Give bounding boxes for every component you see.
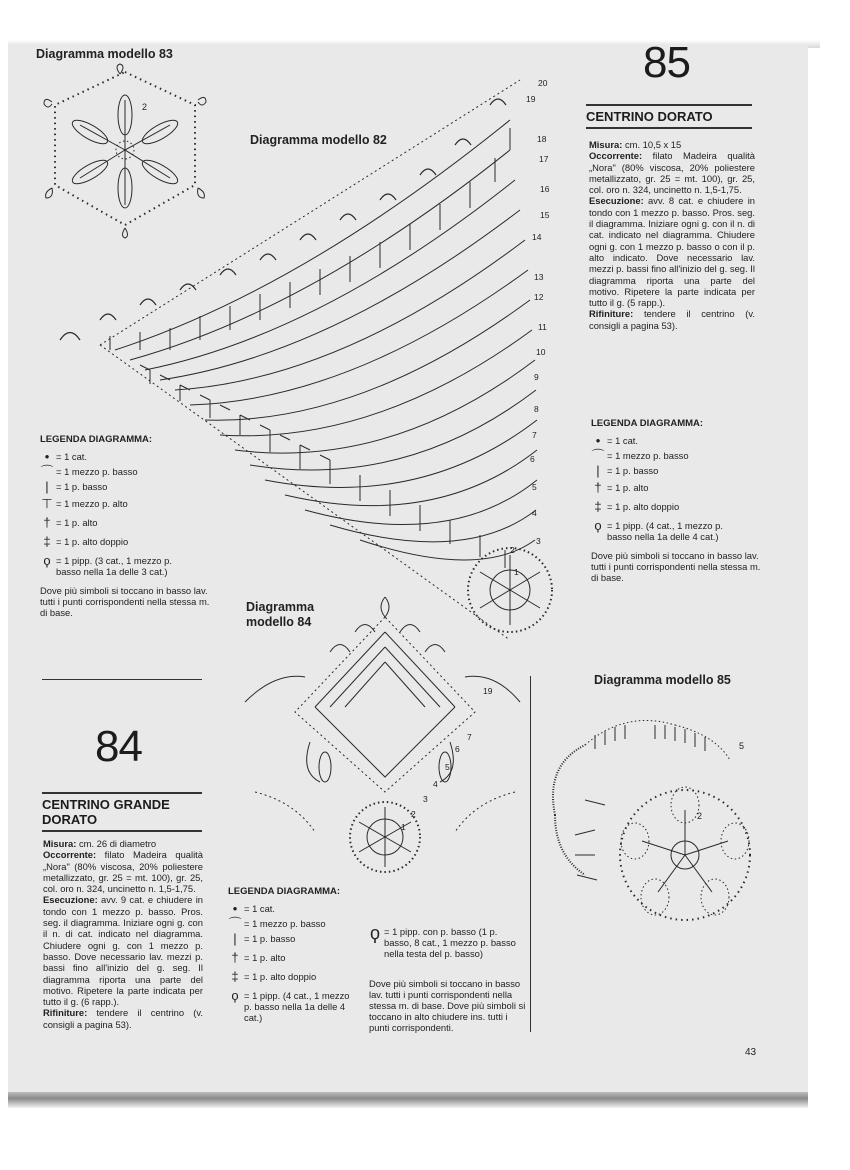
rifiniture-value: tendere il centrino (v. consigli a pagina 53). bbox=[43, 1007, 203, 1030]
legend-85-item: | = 1 p. basso bbox=[591, 465, 761, 476]
section-84-number: 84 bbox=[95, 722, 142, 771]
legend-84-item: ⌒ = 1 mezzo p. basso bbox=[228, 916, 326, 931]
section-84-body bbox=[43, 838, 203, 1030]
rifiniture-label: Rifiniture: bbox=[43, 1007, 88, 1019]
page-number: 43 bbox=[745, 1047, 757, 1058]
legend-82-note: Dove più simboli si toccano in basso lav. tutti i punti corrispondenti nella stessa m. di base. bbox=[40, 585, 210, 618]
esecuzione-value: avv. 9 cat. e chiudere in tondo con 1 mezzo p. basso. Pros. seg. il diagramma. Iniziare ogni g. con il n. di cat. indicato nel diagramma. Chiudere ogni g. con 1 mezzo p. basso. Dove necessario lav. mezzi p. bassi fino all'inizio del g. seg. Il diagramma riporta una parte del motivo. Ripetere la parte indicata per tutto il g. (6 rapp.). bbox=[43, 894, 203, 1008]
row-num-82-1: 1 bbox=[514, 567, 519, 577]
row-num-82-3: 3 bbox=[536, 536, 541, 546]
diagram-84-chart bbox=[235, 592, 525, 882]
row-num-82-15: 15 bbox=[540, 210, 550, 220]
bar-icon: | bbox=[45, 479, 49, 494]
dot-icon: • bbox=[232, 901, 238, 916]
legend-85-item: ϙ = 1 pipp. (4 cat., 1 mezzo p. basso nella 1a delle 4 cat.) bbox=[591, 520, 761, 542]
arc-icon: ⌒ bbox=[591, 448, 605, 463]
row-num-85-5: 5 bbox=[739, 741, 745, 751]
column-divider bbox=[530, 676, 531, 1032]
legend-85-note: Dove più simboli si toccano in basso lav. tutti i punti corrispondenti nella stessa m. di base. bbox=[591, 550, 761, 583]
rifiniture-value: tendere il centrino (v. consigli a pagina 53). bbox=[589, 308, 755, 331]
occorrente-label: Occorrente: bbox=[589, 150, 643, 162]
occorrente-label: Occorrente: bbox=[43, 849, 97, 861]
row-num-82-7: 7 bbox=[532, 430, 537, 440]
misura-label: Misura: bbox=[43, 838, 77, 849]
t-icon: ⊤ bbox=[41, 496, 53, 511]
picot-icon: ϙ bbox=[43, 553, 51, 568]
diagram-83-row-2: 2 bbox=[142, 102, 148, 112]
esecuzione-label: Esecuzione: bbox=[43, 894, 98, 906]
row-num-82-18: 18 bbox=[537, 134, 547, 144]
esecuzione-label: Esecuzione: bbox=[589, 195, 644, 207]
section-85-heading: CENTRINO DORATO bbox=[586, 104, 752, 129]
arc-icon: ⌒ bbox=[40, 464, 54, 479]
dagger-icon: † bbox=[43, 515, 51, 530]
row-num-82-9: 9 bbox=[534, 372, 539, 382]
diagram-83-title: Diagramma modello 83 bbox=[36, 47, 173, 61]
diagram-82-title: Diagramma modello 82 bbox=[250, 133, 387, 147]
dot-icon: • bbox=[595, 433, 601, 448]
misura-value: cm. 10,5 x 15 bbox=[624, 139, 682, 150]
row-num-82-17: 17 bbox=[539, 154, 549, 164]
legend-82-item: ϙ = 1 pipp. (3 cat., 1 mezzo p. basso nella 1a delle 3 cat.) bbox=[40, 555, 215, 577]
esecuzione-value: avv. 8 cat. e chiudere in tondo con 1 mezzo p. basso. Pros. seg. il diagramma. Iniziare ogni g. con il n. di cat. indicato nel diagramma. Chiudere ogni g. con 1 mezzo p. basso o con il p. alto indicato. Dove necessario lav. mezzi p. bassi fino all'inizio del g. seg. Il diagramma riporta una parte del motivo. Ripetere la parte indicata per tutto il g. (5 rapp.). bbox=[589, 195, 755, 309]
rifiniture-label: Rifiniture: bbox=[589, 308, 634, 320]
legend-85 bbox=[591, 418, 761, 583]
double-dagger-icon: ‡ bbox=[231, 969, 239, 984]
misura-label: Misura: bbox=[589, 139, 623, 150]
row-num-85-2: 2 bbox=[697, 811, 703, 821]
legend-85-item: † = 1 p. alto bbox=[591, 482, 761, 493]
section-84-heading: CENTRINO GRANDE DORATO bbox=[42, 792, 202, 832]
row-num-84-4: 4 bbox=[433, 779, 438, 789]
legend-82-title: LEGENDA DIAGRAMMA: bbox=[40, 434, 153, 445]
row-num-82-4: 4 bbox=[532, 508, 537, 518]
legend-82-item: | = 1 p. basso bbox=[40, 481, 215, 492]
diagram-85-chart bbox=[545, 705, 775, 945]
row-num-82-8: 8 bbox=[534, 404, 539, 414]
legend-85-item: ⌒ = 1 mezzo p. basso bbox=[591, 448, 689, 463]
row-num-82-16: 16 bbox=[540, 184, 550, 194]
row-num-82-20: 20 bbox=[538, 78, 548, 88]
legend-84-item: | = 1 p. basso bbox=[228, 933, 358, 944]
diagram-85-title: Diagramma modello 85 bbox=[594, 673, 731, 687]
row-num-84-1: 1 bbox=[401, 822, 406, 832]
row-num-82-14: 14 bbox=[532, 232, 542, 242]
section-84-top-rule bbox=[42, 679, 202, 680]
row-num-82-19: 19 bbox=[526, 94, 536, 104]
dagger-icon: † bbox=[231, 950, 239, 965]
arc-icon: ⌒ bbox=[228, 916, 242, 931]
legend-84-item: † = 1 p. alto bbox=[228, 952, 358, 963]
row-num-84-6: 6 bbox=[455, 744, 460, 754]
dot-icon: • bbox=[44, 449, 50, 464]
row-num-82-12: 12 bbox=[534, 292, 544, 302]
row-num-84-7: 7 bbox=[467, 732, 472, 742]
legend-84-item: ϙ = 1 pipp. (4 cat., 1 mezzo p. basso nella 1a delle 4 cat.) bbox=[228, 990, 358, 1023]
row-num-82-2: 2 bbox=[510, 545, 515, 555]
row-num-84-5: 5 bbox=[445, 762, 450, 772]
legend-84-title: LEGENDA DIAGRAMMA: bbox=[228, 886, 341, 897]
legend-82-item: • = 1 cat. bbox=[40, 451, 215, 462]
legend-84-item: ‡ = 1 p. alto doppio bbox=[228, 971, 358, 982]
legend-82-item: † = 1 p. alto bbox=[40, 517, 215, 528]
row-num-82-6: 6 bbox=[530, 454, 535, 464]
row-num-84-19: 19 bbox=[483, 686, 493, 696]
picot-icon: ϙ bbox=[231, 988, 239, 1003]
legend-82-item: ⊤ = 1 mezzo p. alto bbox=[41, 496, 128, 511]
row-num-82-5: 5 bbox=[532, 482, 537, 492]
dagger-icon: † bbox=[594, 480, 602, 495]
double-dagger-icon: ‡ bbox=[594, 499, 602, 514]
legend-85-item: ‡ = 1 p. alto doppio bbox=[591, 501, 761, 512]
double-dagger-icon: ‡ bbox=[43, 534, 51, 549]
legend-84-note: Dove più simboli si toccano in basso lav. tutti i punti corrispondenti nella stessa m. di base. Dove più simboli si toccano in alto chiudere ins. tutti i punti corrispondenti. bbox=[369, 978, 526, 1033]
legend-84-picot-big: ϙ = 1 pipp. con p. basso (1 p. basso, 8 cat., 1 mezzo p. basso nella testa del p. basso) bbox=[369, 923, 516, 959]
scan-bottom-edge bbox=[8, 1092, 808, 1108]
row-num-82-11: 11 bbox=[538, 322, 547, 332]
legend-82-item: ‡ = 1 p. alto doppio bbox=[40, 536, 215, 547]
picot-icon: ϙ bbox=[594, 518, 602, 533]
legend-84 bbox=[228, 886, 358, 1027]
bar-icon: | bbox=[596, 463, 600, 478]
occorrente-value: filato Madeira qualità „Nora" (80% viscosa, 20% poliestere metallizzato, gr. 25 = mt. 100), gr. 25, col. oro n. 324, uncinetto n. 1,5-1,75. bbox=[43, 849, 203, 895]
occorrente-value: filato Madeira qualità „Nora" (80% viscosa, 20% poliestere metallizzato, gr. 25 = mt. 100), gr. 25, col. oro n. 324, uncinetto n. 1,5-1,75. bbox=[589, 150, 755, 196]
bar-icon: | bbox=[233, 931, 237, 946]
section-85-body bbox=[589, 139, 755, 331]
section-85-number: 85 bbox=[643, 38, 690, 87]
row-num-82-10: 10 bbox=[536, 347, 546, 357]
legend-85-item: • = 1 cat. bbox=[591, 435, 761, 446]
diagram-84-title: Diagramma modello 84 bbox=[246, 600, 315, 629]
big-picot-icon: ϙ bbox=[369, 923, 380, 943]
row-num-84-2: 2 bbox=[411, 809, 416, 819]
row-num-84-3: 3 bbox=[423, 794, 428, 804]
legend-84-item: • = 1 cat. bbox=[228, 903, 358, 914]
row-num-82-13: 13 bbox=[534, 272, 544, 282]
legend-82-item: ⌒ = 1 mezzo p. basso bbox=[40, 464, 138, 479]
legend-82 bbox=[40, 434, 215, 618]
misura-value: cm. 26 di diametro bbox=[78, 838, 157, 849]
legend-85-title: LEGENDA DIAGRAMMA: bbox=[591, 418, 704, 429]
